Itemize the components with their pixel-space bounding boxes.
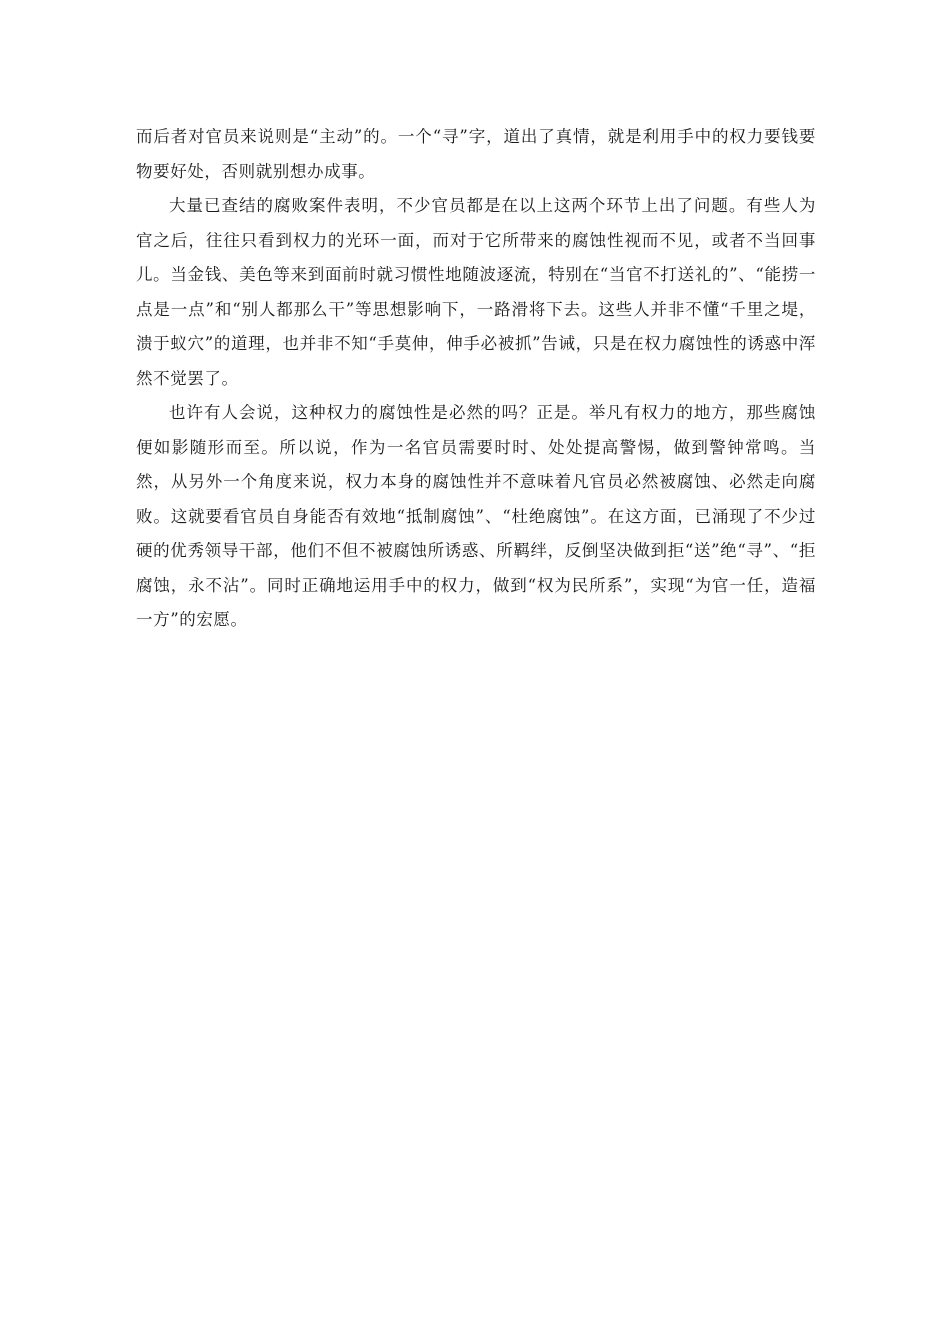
paragraph-continuation: 而后者对官员来说则是“主动”的。一个“寻”字，道出了真情，就是利用手中的权力要钱要物要好处，否则就别想办成事。	[136, 127, 816, 181]
paragraph-power-corrosion: 也许有人会说，这种权力的腐蚀性是必然的吗？正是。举凡有权力的地方，那些腐蚀便如影随形而至。所以说，作为一名官员需要时时、处处提高警惕，做到警钟常鸣。当然，从另外一个角度来说，权力本身的腐蚀性并不意味着凡官员必然被腐蚀、必然走向腐败。这就要看官员自身能否有效地“抵制腐蚀”、“杜绝腐蚀”。在这方面，已涌现了不少过硬的优秀领导干部，他们不但不被腐蚀所诱惑、所羁绊，反倒坚决做到拒“送”绝“寻”、“拒腐蚀，永不沾”。同时正确地运用手中的权力，做到“权为民所系”，实现“为官一任，造福一方”的宏愿。	[136, 403, 816, 629]
document-body	[136, 120, 816, 638]
paragraph-corruption-cases: 大量已查结的腐败案件表明，不少官员都是在以上这两个环节上出了问题。有些人为官之后，往往只看到权力的光环一面，而对于它所带来的腐蚀性视而不见，或者不当回事儿。当金钱、美色等来到面前时就习惯性地随波逐流，特别在“当官不打送礼的”、“能捞一点是一点”和“别人都那么干”等思想影响下，一路滑将下去。这些人并非不懂“千里之堤，溃于蚁穴”的道理，也并非不知“手莫伸，伸手必被抓”告诫，只是在权力腐蚀性的诱惑中浑然不觉罢了。	[136, 196, 816, 388]
